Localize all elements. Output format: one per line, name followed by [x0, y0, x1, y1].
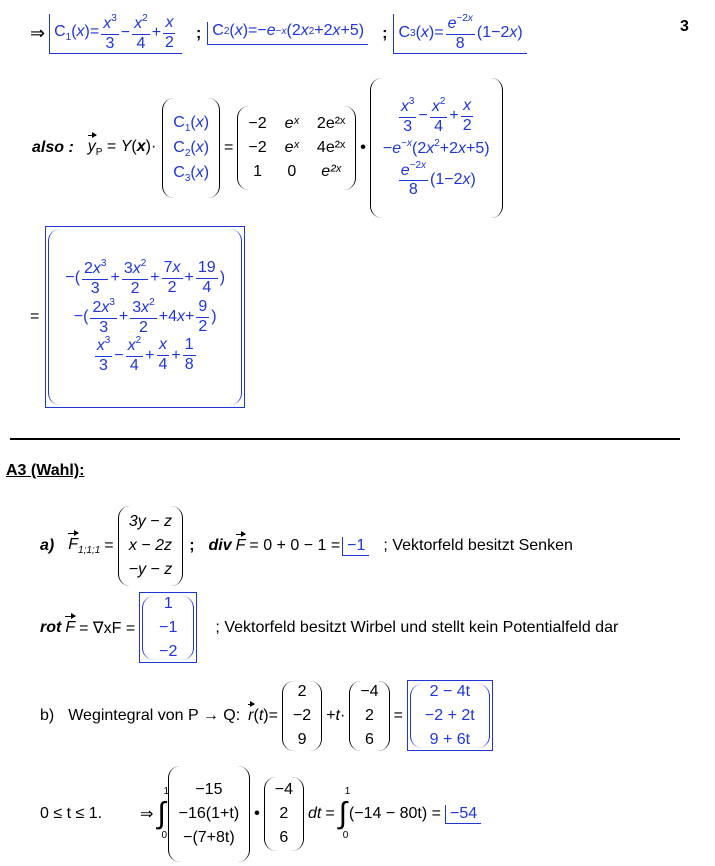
c-solutions-line: ⇒ $C_1(x)=$ $\frac{x^3}{3}$ − $\frac{x^2}{4}$ + $\frac{x}{2}$ ; C 2 ( x )=− e −x (2 x 2 +2 x +5) ; C 3 ( x )= $\frac{e^{-2x}}{8}$ (1−2 x ) [30, 14, 527, 54]
c-vector: $C_1(x)$ $C_2(x)$ $C_3(x)$ [162, 98, 220, 198]
c1-result: $C_1(x)=$ $\frac{x^3}{3}$ − $\frac{x^2}{4}$ + $\frac{x}{2}$ [49, 14, 182, 54]
direction-vector: −4 2 6 [349, 681, 389, 751]
page-number: 3 [680, 18, 689, 35]
f-vector: 3y − z x − 2z −y − z [118, 506, 184, 586]
rot-result-box: 1 −1 −2 [139, 592, 197, 663]
equals-sign: = [30, 308, 40, 325]
rot-line: rot F = ∇xF = 1 −1 −2 ; Vektorfeld besitzt Wirbel und stellt kein Potentialfeld dar [40, 592, 618, 663]
c2-result: C 2 ( x )=− e −x (2 x 2 +2 x +5) [207, 22, 368, 45]
dr-vector: −4 2 6 [264, 777, 304, 851]
p-vector: 2 −2 9 [282, 681, 322, 751]
also-label: also : [32, 139, 74, 156]
div-result: −1 [342, 537, 369, 556]
implies-arrow: ⇒ [30, 23, 46, 44]
div-expression: = 0 + 0 − 1 = [249, 537, 341, 554]
section-divider [10, 438, 680, 440]
r-vector-box: 2 − 4t −2 + 2t 9 + 6t [407, 680, 493, 751]
rot-expression: = ∇xF = [79, 619, 136, 637]
div-comment: ; Vektorfeld besitzt Senken [383, 537, 573, 554]
c3-result: C 3 ( x )= $\frac{e^{-2x}}{8}$ (1−2 x ) [393, 14, 526, 54]
integral-rhs: (−14 − 80t) = [348, 805, 441, 822]
integral-line: 0 ≤ t ≤ 1. ⇒ ∫ 1 0 −15 −16(1+t) −(7+8t) • −4 2 6 dt = ∫ 1 0 (−14 − 80t) = −54 [40, 766, 481, 862]
integral-result: −54 [445, 805, 481, 824]
fundamental-matrix: −2 eˣ 2e²ˣ −2 eˣ 4e²ˣ 1 0 e²ˣ [237, 106, 356, 190]
result-box: −( $\frac{2x^3}{3}$ + $\frac{3x^2}{2}$ + $\frac{7x}{2}$ + $\frac{19}{4}$ ) −( $\frac{2x^3}{3}$ + $\frac{3x^2}{2}$ +4 x + $\frac{9}{2}$ ) $\frac{x^3}{3}$ − $\frac{x^2}{4}$ + $\frac{x}{4}$ + $\frac{1}{8}$ [45, 226, 245, 408]
part-a-label: a) [40, 537, 55, 554]
c-expression-vector: $\frac{x^3}{3}$ − $\frac{x^2}{4}$ + $\frac{x}{2}$ $-e^{-x}(2x^2+2x+5)$ $\frac{e^{-2x}}{8}$ (1−2 x ) [370, 78, 503, 218]
particular-solution-line: also : $y_P = Y(x)\cdot$ $C_1(x)$ $C_2(x)$ $C_3(x)$ = −2 eˣ 2e²ˣ −2 eˣ 4e²ˣ 1 0 e²ˣ • $\frac{x^3}{3}$ − $\frac{x^2}{4}$ + $\frac{x}{2}$ $-e^{-x}(2x^2+2x+5)$ $\frac{e^{-2x}}{8}$ (1−2 x ) [32, 76, 503, 220]
integrand-vector: −15 −16(1+t) −(7+8t) [168, 766, 250, 862]
part-b-label: b) [40, 706, 55, 724]
path-integral-text: Wegintegral von P → Q: [68, 706, 241, 724]
rot-label: rot [40, 618, 62, 636]
result-vector-line [30, 226, 245, 408]
t-range: 0 ≤ t ≤ 1. [40, 805, 103, 822]
div-label: div [208, 537, 232, 554]
section-title: A3 (Wahl): [6, 462, 85, 479]
part-b-line: b) Wegintegral von P → Q: r(t)= 2 −2 9 +t· −4 2 6 = 2 − 4t −2 + 2t 9 + 6t [40, 680, 493, 751]
rot-comment: ; Vektorfeld besitzt Wirbel und stellt kein Potentialfeld dar [215, 618, 619, 636]
part-a-line: a) $F_{1;1;1}$ = 3y − z x − 2z −y − z ; div F = 0 + 0 − 1 = −1 ; Vektorfeld besitzt Senken [40, 506, 573, 586]
